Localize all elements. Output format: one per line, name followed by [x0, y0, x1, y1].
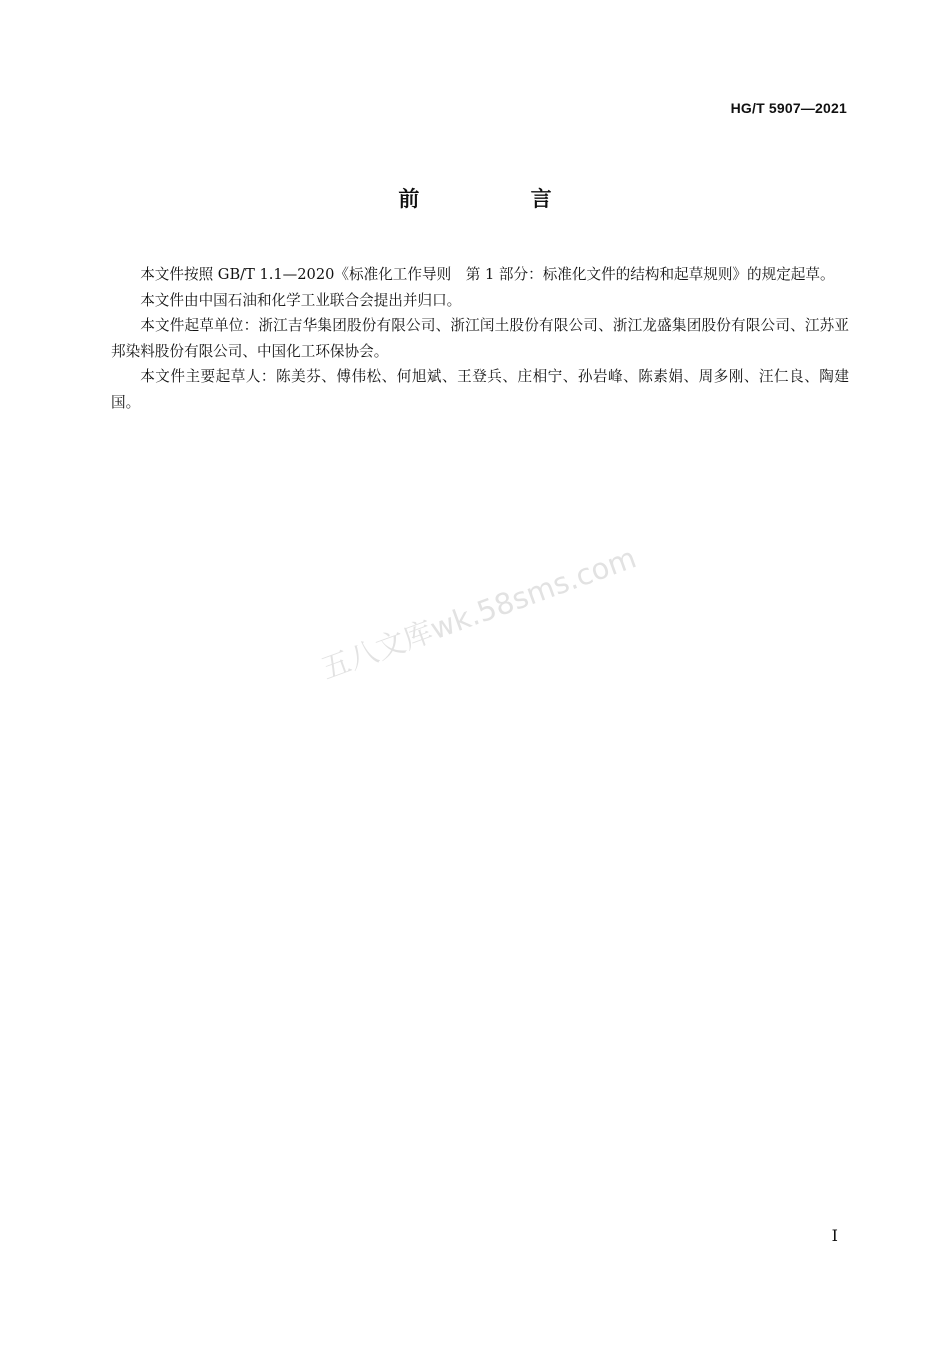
standard-code: HG/T 5907—2021 [730, 100, 847, 116]
paragraph-drafting-rules: 本文件按照 GB/T 1.1—2020《标准化工作导则 第 1 部分：标准化文件的结构和起草规则》的规定起草。 [140, 266, 835, 283]
watermark: 五八文库wk.58sms.com [316, 540, 641, 686]
paragraph-drafters: 本文件主要起草人：陈美芬、傅伟松、何旭斌、王登兵、庄相宁、孙岩峰、陈素娟、周多刚、汪仁良、陶建国。 [111, 368, 849, 411]
page-number: I [831, 1226, 838, 1245]
page-title: 前 言 [398, 187, 604, 211]
paragraph-drafting-units: 本文件起草单位：浙江吉华集团股份有限公司、浙江闰土股份有限公司、浙江龙盛集团股份有限公司、江苏亚邦染料股份有限公司、中国化工环保协会。 [111, 317, 849, 360]
paragraph-proposer: 本文件由中国石油和化学工业联合会提出并归口。 [140, 291, 462, 309]
foreword-body [111, 262, 849, 415]
